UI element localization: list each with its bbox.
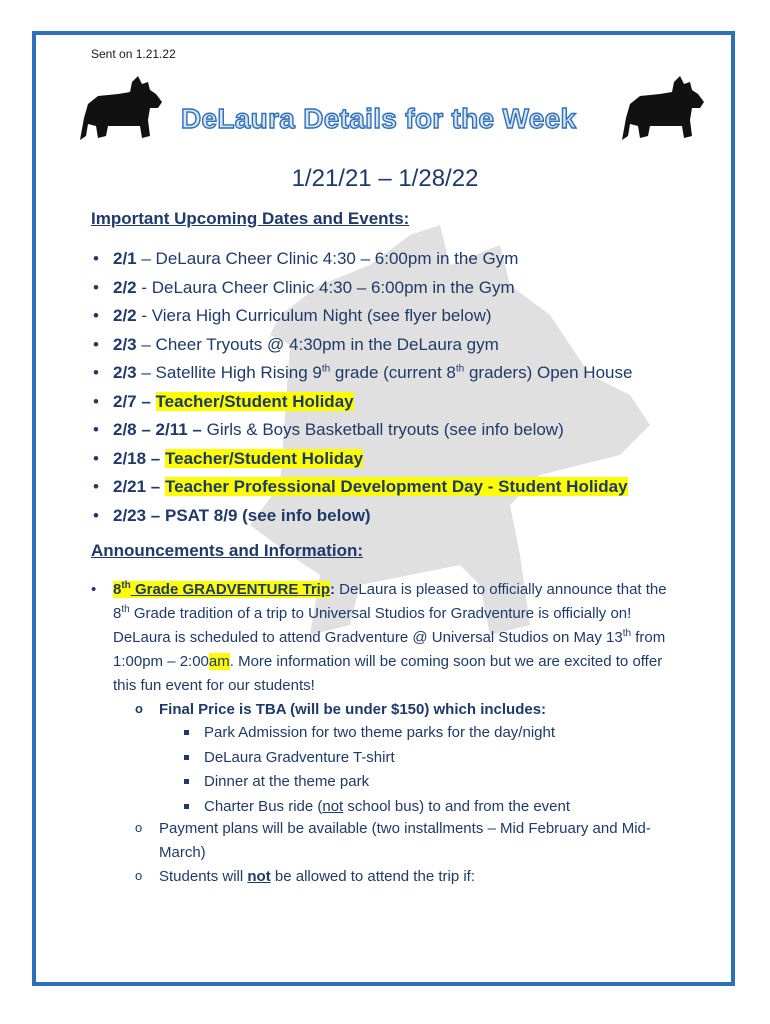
list-item bbox=[91, 247, 632, 276]
students-underlined: not bbox=[247, 868, 271, 885]
event-date: 2/2 bbox=[113, 277, 137, 297]
event-sep: - bbox=[136, 306, 152, 325]
bus-part: school bus) to and from the event bbox=[343, 797, 571, 815]
event-date: 2/8 – 2/11 – bbox=[113, 420, 202, 439]
announcement-part: DeLaura is pleased to officially announce that the 8 bbox=[113, 581, 667, 622]
list-item bbox=[91, 447, 632, 476]
list-item bbox=[91, 361, 632, 390]
bus-part: Charter Bus ride ( bbox=[204, 797, 323, 815]
event-text: grade (current 8 bbox=[330, 363, 456, 382]
event-date: 2/1 bbox=[113, 249, 137, 268]
payment-item bbox=[133, 817, 673, 865]
event-text: Viera High Curriculum Night (see flyer below) bbox=[151, 306, 492, 325]
event-text: graders) Open House bbox=[464, 363, 633, 382]
list-item: Park Admission for two theme parks for the day/night bbox=[183, 721, 570, 746]
list-item bbox=[91, 504, 632, 533]
event-sep: – bbox=[136, 334, 156, 354]
list-item bbox=[91, 418, 632, 447]
event-date: 2/23 – PSAT 8/9 (see info below) bbox=[113, 505, 371, 525]
superscript: th bbox=[321, 363, 331, 375]
payment-text: o Payment plans will be available (two installments – Mid February and Mid-March) bbox=[133, 817, 673, 865]
scottie-dog-icon bbox=[78, 74, 162, 144]
event-text: DeLaura Cheer Clinic 4:30 – 6:00pm in the Gym bbox=[155, 249, 519, 268]
event-sep: – bbox=[136, 363, 156, 382]
list-item bbox=[91, 276, 632, 305]
superscript: th bbox=[622, 628, 632, 639]
event-date: 2/7 – bbox=[113, 391, 151, 411]
bullet: • bbox=[91, 581, 97, 598]
event-date: 2/18 – bbox=[113, 448, 161, 468]
superscript: th bbox=[121, 580, 131, 591]
section-heading-announcements: Announcements and Information: bbox=[91, 541, 363, 560]
event-text: Cheer Tryouts @ 4:30pm in the DeLaura gym bbox=[155, 334, 499, 354]
superscript: th bbox=[121, 604, 130, 615]
event-text: Satellite High Rising 9 bbox=[155, 363, 322, 382]
event-text: DeLaura Cheer Clinic 4:30 – 6:00pm in the Gym bbox=[151, 277, 515, 297]
event-text-highlight: Teacher Professional Development Day - Student Holiday bbox=[165, 477, 628, 496]
announcement-highlight: am bbox=[208, 653, 230, 670]
students-part: be allowed to attend the trip if: bbox=[270, 868, 475, 885]
label-part: Grade GRADVENTURE Trip bbox=[130, 581, 330, 598]
event-date: 2/21 – bbox=[113, 477, 161, 496]
list-item: DeLaura Gradventure T-shirt bbox=[183, 746, 570, 771]
announcement-part: from 1:00pm – 2:00 bbox=[113, 629, 666, 670]
section-heading-dates: Important Upcoming Dates and Events: bbox=[91, 209, 410, 228]
announcement bbox=[91, 578, 681, 698]
students-text bbox=[133, 865, 673, 889]
event-date: 2/3 bbox=[113, 334, 137, 354]
list-item: Dinner at the theme park bbox=[183, 770, 570, 795]
superscript: th bbox=[455, 363, 465, 375]
sent-date: Sent on 1.21.22 bbox=[91, 47, 176, 61]
announcement-part: . More information will be coming soon but we are excited to offer this fun event for our students! bbox=[113, 653, 663, 694]
list-item bbox=[91, 390, 632, 419]
list-item bbox=[91, 304, 632, 333]
event-text-highlight: Teacher/Student Holiday bbox=[165, 448, 364, 468]
scottie-dog-icon bbox=[620, 74, 704, 144]
students-part: Students will bbox=[159, 868, 248, 885]
date-range: 1/21/21 – 1/28/22 bbox=[291, 165, 479, 192]
price-text: o Final Price is TBA (will be under $150) which includes: bbox=[133, 698, 673, 722]
bus-underlined: not bbox=[322, 797, 344, 815]
list-item bbox=[91, 475, 632, 504]
event-text-highlight: Teacher/Student Holiday bbox=[155, 391, 354, 411]
announcement-label bbox=[113, 581, 330, 598]
event-sep: – bbox=[136, 249, 156, 268]
event-date: 2/3 bbox=[113, 363, 137, 382]
label-colon: : bbox=[330, 581, 335, 598]
announcement-part: Grade tradition of a trip to Universal Studios for Gradventure is officially on! DeLaura is scheduled to attend Gradventure @ Universal Studios on May 13 bbox=[113, 605, 632, 646]
students-item bbox=[133, 865, 673, 889]
announcement-text bbox=[113, 578, 681, 698]
event-text: Girls & Boys Basketball tryouts (see info below) bbox=[201, 420, 564, 439]
event-date: 2/2 bbox=[113, 306, 137, 325]
price-item bbox=[133, 698, 673, 722]
events-list bbox=[91, 247, 632, 532]
page-title: DeLaura Details for the Week bbox=[181, 103, 577, 134]
list-item bbox=[91, 333, 632, 362]
list-item bbox=[183, 795, 570, 820]
includes-list bbox=[183, 721, 570, 819]
event-sep: - bbox=[136, 277, 152, 297]
label-part: 8 bbox=[113, 581, 122, 598]
